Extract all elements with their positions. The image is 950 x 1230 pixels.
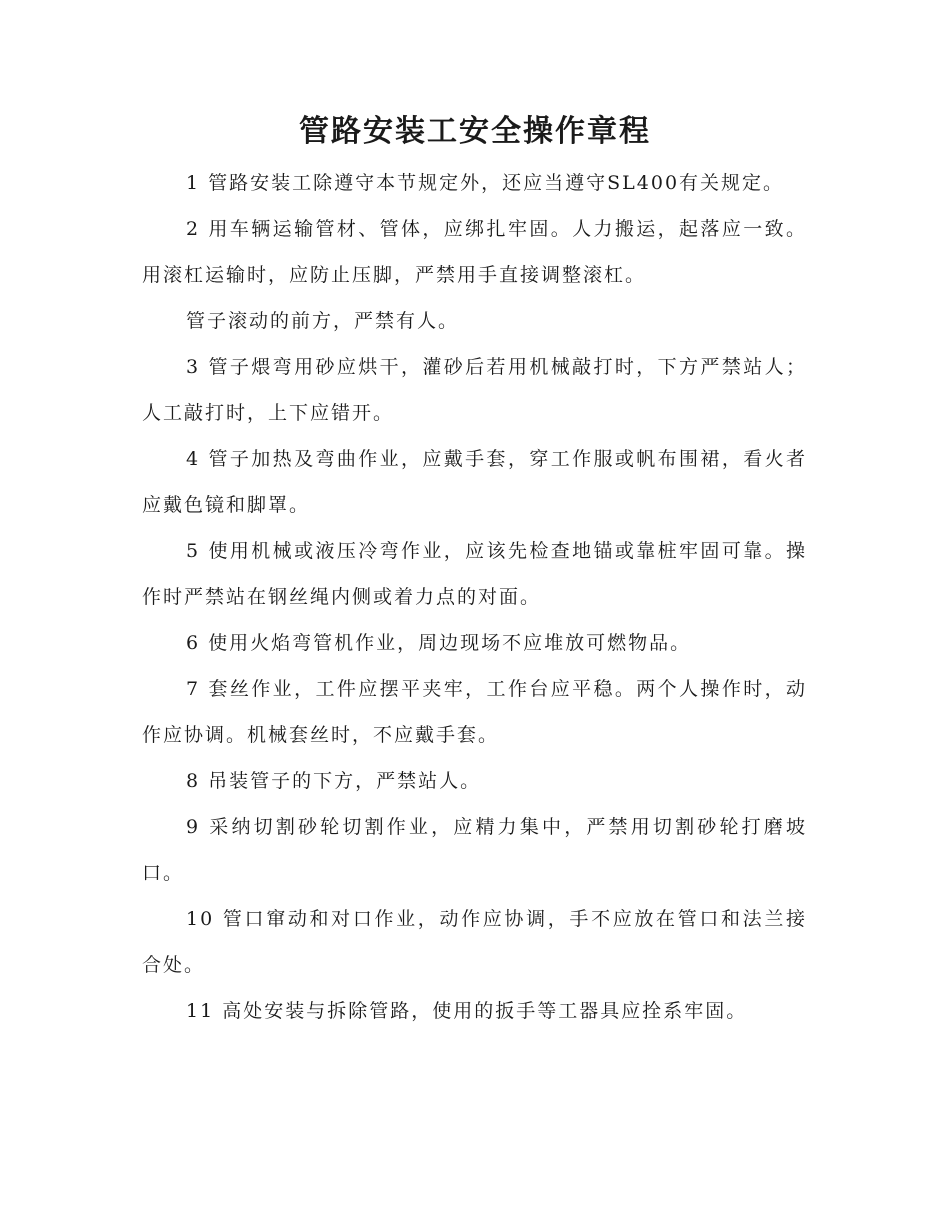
paragraph-7: 7 套丝作业，工件应摆平夹牢，工作台应平稳。两个人操作时，动作应协调。机械套丝时，不应戴手套。	[142, 678, 807, 746]
paragraph-11: 11 高处安装与拆除管路，使用的扳手等工器具应拴系牢固。	[186, 1000, 748, 1022]
paragraph-1: 1 管路安装工除遵守本节规定外，还应当遵守SL400有关规定。	[186, 172, 785, 194]
paragraph-4: 4 管子加热及弯曲作业，应戴手套，穿工作服或帆布围裙，看火者应戴色镜和脚罩。	[142, 448, 807, 516]
paragraph-9: 9 采纳切割砂轮切割作业，应精力集中，严禁用切割砂轮打磨坡口。	[142, 816, 807, 884]
document-title: 管路安装工安全操作章程	[299, 114, 651, 149]
paragraph-10: 10 管口窜动和对口作业，动作应协调，手不应放在管口和法兰接合处。	[142, 908, 807, 976]
paragraph-5: 5 使用机械或液压冷弯作业，应该先检查地锚或靠桩牢固可靠。操作时严禁站在钢丝绳内侧或着力点的对面。	[142, 540, 807, 608]
paragraph-6: 6 使用火焰弯管机作业，周边现场不应堆放可燃物品。	[186, 632, 692, 654]
paragraph-2-continued: 管子滚动的前方，严禁有人。	[186, 310, 460, 332]
document-body	[142, 160, 807, 1034]
paragraph-2: 2 用车辆运输管材、管体，应绑扎牢固。人力搬运，起落应一致。用滚杠运输时，应防止压脚，严禁用手直接调整滚杠。	[142, 218, 807, 286]
paragraph-8: 8 吊装管子的下方，严禁站人。	[186, 770, 482, 792]
paragraph-3: 3 管子煨弯用砂应烘干，灌砂后若用机械敲打时，下方严禁站人；人工敲打时，上下应错开。	[142, 356, 807, 424]
